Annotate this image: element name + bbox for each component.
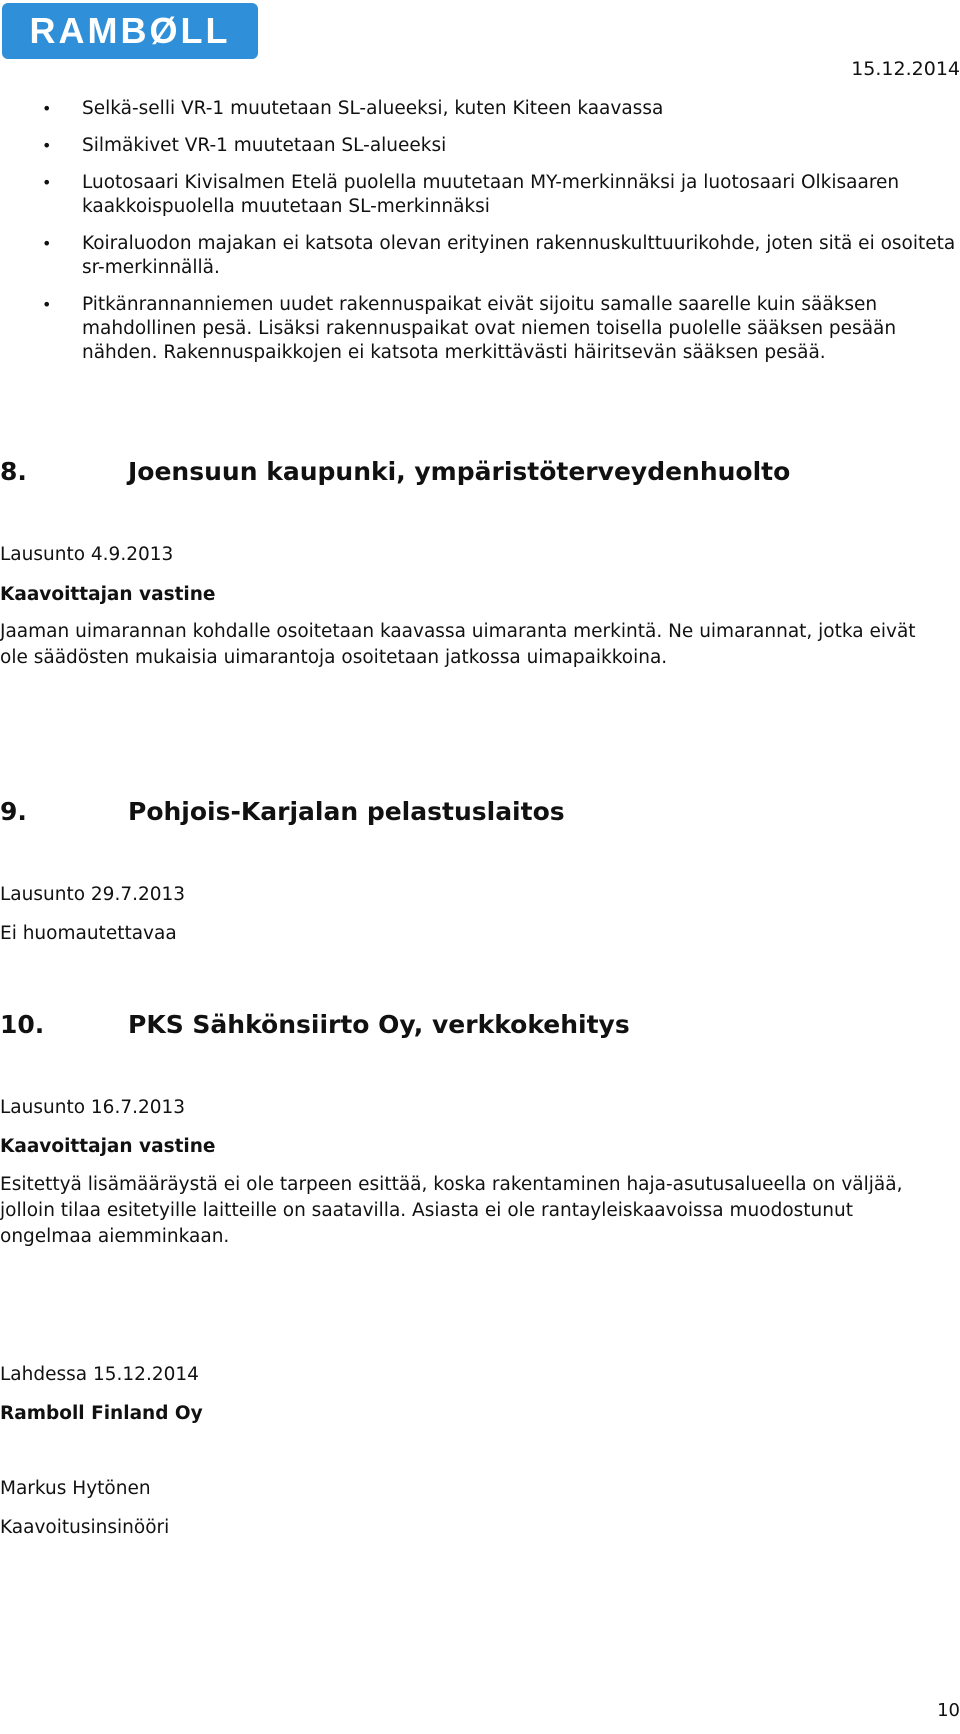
section-8-heading	[0, 457, 790, 486]
section-9-statement: Lausunto 29.7.2013	[0, 884, 186, 905]
section-title: Joensuun kaupunki, ympäristöterveydenhuolto	[128, 457, 791, 486]
signature-name: Markus Hytönen	[0, 1478, 151, 1499]
section-title: PKS Sähkönsiirto Oy, verkkokehitys	[128, 1010, 630, 1039]
signature-role: Kaavoitusinsinööri	[0, 1517, 170, 1538]
section-8-statement: Lausunto 4.9.2013	[0, 544, 174, 565]
section-9-note: Ei huomautettavaa	[0, 923, 177, 944]
section-10-response-label: Kaavoittajan vastine	[0, 1136, 216, 1157]
section-number: 9.	[0, 797, 27, 826]
section-number: 10.	[0, 1010, 45, 1039]
list-item: • Luotosaari Kivisalmen Etelä puolella muutetaan MY-merkinnäksi ja luotosaari Olkisaaren kaakkoispuolella muutetaan SL-merkinnäksi	[0, 171, 960, 219]
section-number: 8.	[0, 457, 27, 486]
bullet-list	[0, 97, 960, 378]
section-10-heading	[0, 1010, 630, 1039]
document-date: 15.12.2014	[851, 58, 960, 80]
signature-company: Ramboll Finland Oy	[0, 1403, 203, 1424]
signature-place-date: Lahdessa 15.12.2014	[0, 1364, 199, 1385]
list-item: • Koiraluodon majakan ei katsota olevan erityinen rakennuskulttuurikohde, joten sitä ei osoiteta sr-merkinnällä.	[0, 232, 960, 280]
ramboll-logo: RAMBØLL	[2, 3, 258, 59]
section-8-response-label: Kaavoittajan vastine	[0, 584, 216, 605]
section-title: Pohjois-Karjalan pelastuslaitos	[128, 797, 565, 826]
section-8-response-text: Jaaman uimarannan kohdalle osoitetaan kaavassa uimaranta merkintä. Ne uimarannat, jotka eivät ole säädösten mukaisia uimarantoja osoitetaan jatkossa uimapaikkoina.	[0, 621, 916, 668]
section-9-heading	[0, 797, 565, 826]
list-item: • Selkä-selli VR-1 muutetaan SL-alueeksi, kuten Kiteen kaavassa	[0, 97, 960, 121]
list-item: • Pitkänrannanniemen uudet rakennuspaikat eivät sijoitu samalle saarelle kuin sääksen mahdollinen pesä. Lisäksi rakennuspaikat ovat niemen toisella puolelle sääksen pesään nähden. Rakennuspaikkojen ei katsota merkittävästi häiritsevän sääksen pesää.	[0, 293, 960, 365]
section-10-response-text: Esitettyä lisämääräystä ei ole tarpeen esittää, koska rakentaminen haja-asutusalueella on väljää, jolloin tilaa esitetyille laitteille on saatavilla. Asiasta ei ole rantayleiskaavoissa muodostunut ongelmaa aiemminkaan.	[0, 1174, 903, 1247]
list-item: • Silmäkivet VR-1 muutetaan SL-alueeksi	[0, 134, 960, 158]
section-10-statement: Lausunto 16.7.2013	[0, 1097, 186, 1118]
page-number: 10	[937, 1700, 960, 1721]
